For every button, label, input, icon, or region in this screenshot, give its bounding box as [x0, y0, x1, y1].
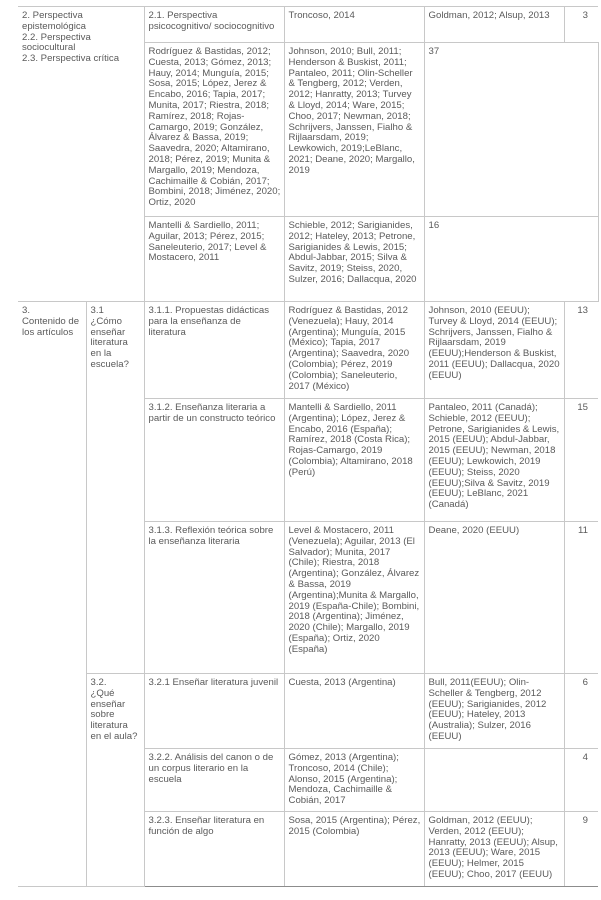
category-cell: 3.2.3. Enseñar literatura en función de algo [144, 812, 284, 887]
latin-refs-cell: Mantelli & Sardiello, 2011; Aguilar, 2013; Pérez, 2015; Saneleuterio, 2017; Level & Mostacero, 2011 [144, 217, 284, 302]
category-cell: 3.2.1 Enseñar literatura juvenil [144, 674, 284, 749]
anglo-refs-cell: Deane, 2020 (EEUU) [424, 522, 564, 674]
latin-refs-cell: Level & Mostacero, 2011 (Venezuela); Aguilar, 2013 (El Salvador); Munita, 2017 (Chile); Riestra, 2018 (Argentina); González, Álvarez & Bassa, 2019 (Argentina);Munita & Margallo, 2019 (España-Chile); Bombini, 2018 (Argentina); Jiménez, 2020 (Chile); Margallo, 2019 (España); Ortiz, 2020 (España) [284, 522, 424, 674]
section-2-cell [18, 7, 144, 302]
section-2-label: 2. Perspectiva epistemológica 2.2. Perspectiva sociocultural 2.3. Perspectiva crítica [22, 10, 120, 65]
subsection-3-1-label: 3.1 ¿Cómo enseñar literatura en la escuela? [90, 305, 129, 370]
category-cell: 3.2.2. Análisis del canon o de un corpus literario en la escuela [144, 749, 284, 812]
count-cell: 4 [564, 749, 598, 812]
literature-review-table [18, 6, 599, 887]
anglo-refs-cell: Goldman, 2012; Alsup, 2013 [424, 7, 564, 43]
latin-refs-cell: Mantelli & Sardiello, 2011 (Argentina); López, Jerez & Encabo, 2016 (España); Ramírez, 2018 (Costa Rica); Rojas-Camargo, 2019 (Colombia); Altamirano, 2018 (Perú) [284, 399, 424, 522]
anglo-refs-cell: Bull, 2011(EEUU); Olin-Scheller & Tengberg, 2012 (EEUU); Sarigianides, 2012 (EEUU); Hateley, 2013 (Australia); Sulzer, 2016 (EEUU) [424, 674, 564, 749]
anglo-refs-cell: Goldman, 2012 (EEUU); Verden, 2012 (EEUU); Hanratty, 2013 (EEUU); Alsup, 2013 (EEUU); Ware, 2015 (EEUU); Helmer, 2015 (EEUU); Choo, 2017 (EEUU) [424, 812, 564, 887]
count-cell: 37 [424, 43, 598, 217]
subsection-3-1-cell [86, 302, 144, 674]
count-cell: 11 [564, 522, 598, 674]
category-cell: 3.1.2. Enseñanza literaria a partir de un constructo teórico [144, 399, 284, 522]
count-cell: 9 [564, 812, 598, 887]
anglo-refs-cell: Johnson, 2010; Bull, 2011; Henderson & Buskist, 2011; Pantaleo, 2011; Olin-Scheller & Tengberg, 2012; Verden, 2012; Hanratty, 2013; Turvey & Lloyd, 2014; Ware, 2015; Choo, 2017; Newman, 2018; Schrijvers, Janssen, Fialho & Rijlaarsdam, 2019; Lewkowich, 2019;LeBlanc, 2021; Deane, 2020; Margallo, 2019 [284, 43, 424, 217]
category-cell: 2.1. Perspectiva psicocognitivo/ sociocognitivo [144, 7, 284, 43]
count-cell: 15 [564, 399, 598, 522]
category-cell: 3.1.3. Reflexión teórica sobre la enseñanza literaria [144, 522, 284, 674]
latin-refs-cell: Cuesta, 2013 (Argentina) [284, 674, 424, 749]
count-cell: 13 [564, 302, 598, 399]
latin-refs-cell: Sosa, 2015 (Argentina); Pérez, 2015 (Colombia) [284, 812, 424, 887]
anglo-refs-cell: Schieble, 2012; Sarigianides, 2012; Hateley, 2013; Petrone, Sarigianides & Lewis, 2015; Abdul-Jabbar, 2015; Silva & Savitz, 2019; Steiss, 2020, Sulzer, 2016; Dallacqua, 2020 [284, 217, 424, 302]
count-cell: 16 [424, 217, 598, 302]
anglo-refs-cell [424, 749, 564, 812]
category-cell: 3.1.1. Propuestas didácticas para la enseñanza de literatura [144, 302, 284, 399]
subsection-3-2-label: 3.2. ¿Qué enseñar sobre literatura en el aula? [90, 677, 138, 742]
latin-refs-cell: Troncoso, 2014 [284, 7, 424, 43]
subsection-3-2-cell [86, 674, 144, 887]
table-row [18, 674, 598, 749]
section-3-cell [18, 302, 86, 887]
table-row [18, 7, 598, 43]
count-cell: 6 [564, 674, 598, 749]
latin-refs-cell: Gómez, 2013 (Argentina); Troncoso, 2014 (Chile); Alonso, 2015 (Argentina); Mendoza, Cachimaille & Cobián, 2017 [284, 749, 424, 812]
count-cell: 3 [564, 7, 598, 43]
latin-refs-cell: Rodríguez & Bastidas, 2012 (Venezuela); Hauy, 2014 (Argentina); Munguía, 2015 (México); Tapia, 2017 (Argentina); Saavedra, 2020 (Colombia); Pérez, 2019 (Colombia); Saneleuterio, 2017 (México) [284, 302, 424, 399]
section-3-label: 3. Contenido de los artículos [22, 305, 80, 338]
anglo-refs-cell: Pantaleo, 2011 (Canadá); Schieble, 2012 (EEUU); Petrone, Sarigianides & Lewis, 2015 (EEUU); Abdul-Jabbar, 2015 (EEUU); Newman, 2018 (EEUU); Lewkowich, 2019 (EEUU); Steiss, 2020 (EEUU);Silva & Savitz, 2019 (EEUU); LeBlanc, 2021 (Canadá) [424, 399, 564, 522]
anglo-refs-cell: Johnson, 2010 (EEUU); Turvey & Lloyd, 2014 (EEUU); Schrijvers, Janssen, Fialho & Rijlaarsdam, 2019 (EEUU);Henderson & Buskist, 2011 (EEUU); Dallacqua, 2020 (EEUU) [424, 302, 564, 399]
latin-refs-cell: Rodríguez & Bastidas, 2012; Cuesta, 2013; Gómez, 2013; Hauy, 2014; Munguía, 2015; Sosa, 2015; López, Jerez & Encabo, 2016; Tapia, 2017; Munita, 2017; Riestra, 2018; Ramírez, 2018; Rojas-Camargo, 2019; González, Álvarez & Bassa, 2019; Saavedra, 2020; Altamirano, 2018; Pérez, 2019; Munita & Margallo, 2019; Mendoza, Cachimaille & Cobián, 2017; Bombini, 2018; Jiménez, 2020; Ortiz, 2020 [144, 43, 284, 217]
table-row [18, 302, 598, 399]
